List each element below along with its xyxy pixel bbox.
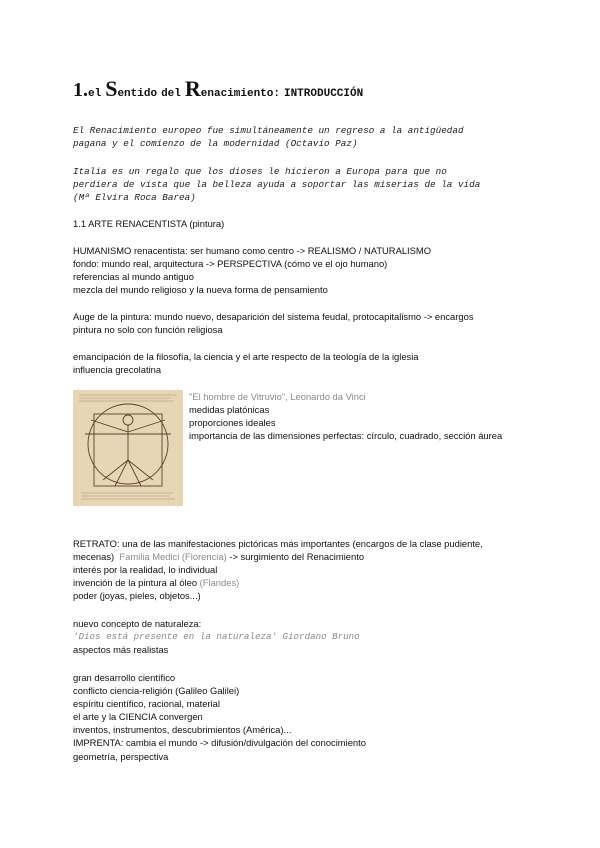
humanismo-line: HUMANISMO renacentista: ser humano como centro -> REALISMO / NATURALISMO bbox=[73, 245, 432, 256]
quote-barea-line3: (Mª Elvira Roca Barea) bbox=[73, 192, 196, 203]
vitruvio-caption: "El hombre de Vitruvio", Leonardo da Vinci bbox=[189, 391, 366, 402]
title-number: 1. bbox=[73, 79, 88, 101]
vitruvian-man-image bbox=[73, 390, 183, 506]
retrato-medici: Familia Medici (Florencia) bbox=[119, 551, 227, 562]
emancipacion-line: emancipación de la filosofía, la ciencia y el arte respecto de la teología de la iglesia bbox=[73, 351, 419, 362]
quote-paz-line2: pagana y el comienzo de la modernidad (Octavio Paz) bbox=[73, 138, 358, 149]
title-enacimiento: enacimiento: bbox=[200, 88, 280, 100]
humanismo-line: referencias al mundo antiguo bbox=[73, 271, 194, 282]
title-r-initial: R bbox=[184, 76, 201, 101]
retrato-line2 bbox=[73, 550, 364, 564]
ciencia-line: espíritu científico, racional, material bbox=[73, 698, 220, 709]
ciencia-line: geometría, perspectiva bbox=[73, 751, 169, 762]
retrato-mecenas: mecenas) bbox=[73, 551, 115, 562]
ciencia-line: IMPRENTA: cambia el mundo -> difusión/divulgación del conocimiento bbox=[73, 737, 366, 748]
vitruvio-item: proporciones ideales bbox=[189, 417, 276, 428]
bruno-quote: 'Dios está presente en la naturaleza' Giordano Bruno bbox=[73, 631, 360, 642]
retrato-line5: poder (joyas, pieles, objetos...) bbox=[73, 590, 201, 601]
title-del: del bbox=[161, 88, 181, 100]
retrato-line3: interés por la realidad, lo individual bbox=[73, 564, 218, 575]
auge-line: pintura no solo con función religiosa bbox=[73, 324, 223, 335]
page-title bbox=[73, 76, 363, 102]
retrato-surgimiento: -> surgimiento del Renacimiento bbox=[229, 551, 365, 562]
ciencia-line: inventos, instrumentos, descubrimientos (América)... bbox=[73, 724, 292, 735]
quote-paz-line1: El Renacimiento europeo fue simultáneamente un regreso a la antigüedad bbox=[73, 125, 464, 136]
section-heading: 1.1 ARTE RENACENTISTA (pintura) bbox=[73, 218, 225, 229]
title-entido: entido bbox=[117, 88, 158, 100]
retrato-line1: RETRATO: una de las manifestaciones pictóricas más importantes (encargos de la clase pudiente, bbox=[73, 538, 483, 549]
ciencia-line: conflicto ciencia-religión (Galileo Galilei) bbox=[73, 685, 240, 696]
quote-barea-line2: perdiera de vista que la belleza ayuda a soportar las miserias de la vida bbox=[73, 179, 481, 190]
retrato-line4 bbox=[73, 576, 239, 590]
title-s-initial: S bbox=[105, 76, 118, 101]
naturaleza-line1: nuevo concepto de naturaleza: bbox=[73, 618, 202, 629]
ciencia-line: gran desarrollo científico bbox=[73, 672, 176, 683]
emancipacion-line: influencia grecolatina bbox=[73, 364, 162, 375]
humanismo-line: mezcla del mundo religioso y la nueva forma de pensamiento bbox=[73, 284, 328, 295]
title-el: el bbox=[88, 88, 102, 100]
quote-barea-line1: Italia es un regalo que los dioses le hicieron a Europa para que no bbox=[73, 166, 447, 177]
vitruvio-item: importancia de las dimensiones perfectas: círculo, cuadrado, sección áurea bbox=[189, 430, 503, 441]
vitruvian-man-drawing bbox=[73, 390, 183, 506]
vitruvio-item: medidas platónicas bbox=[189, 404, 270, 415]
auge-line: Auge de la pintura: mundo nuevo, desaparición del sistema feudal, protocapitalismo -> encargos bbox=[73, 311, 474, 322]
humanismo-line: fondo: mundo real, arquitectura -> PERSPECTIVA (cómo ve el ojo humano) bbox=[73, 258, 388, 269]
title-introduccion: INTRODUCCIÓN bbox=[283, 88, 364, 100]
naturaleza-line3: aspectos más realistas bbox=[73, 644, 169, 655]
retrato-oleo: invención de la pintura al óleo bbox=[73, 577, 198, 588]
ciencia-line: el arte y la CIENCIA convergen bbox=[73, 711, 203, 722]
retrato-flandes: (Flandes) bbox=[199, 577, 240, 588]
